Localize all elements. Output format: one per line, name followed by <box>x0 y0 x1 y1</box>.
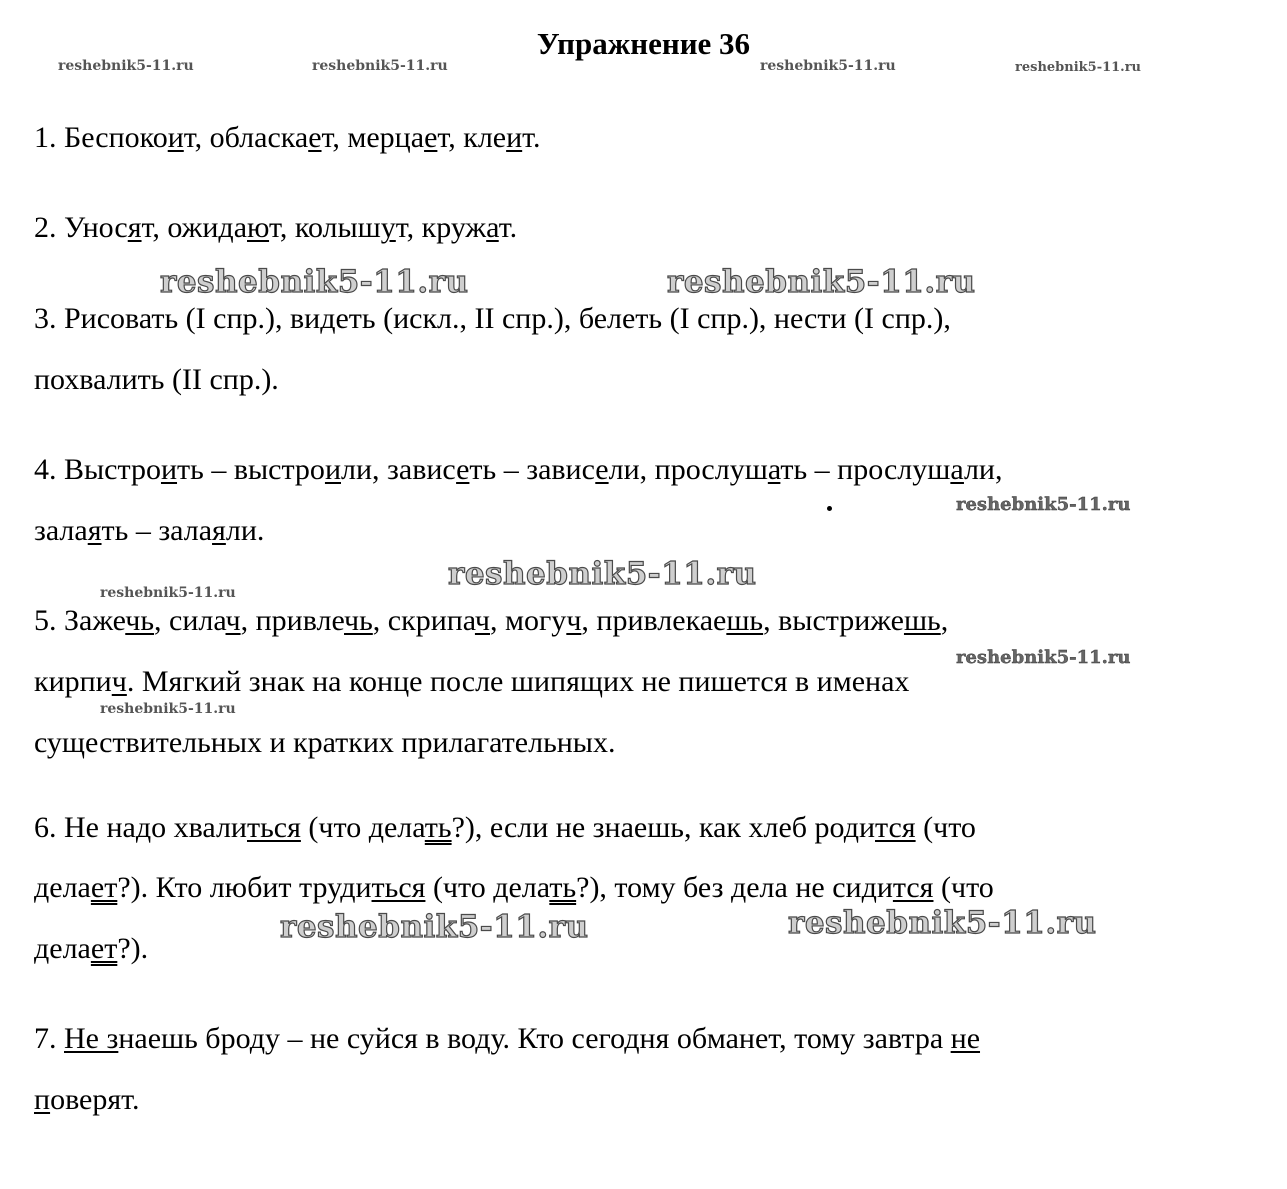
exercise-line-6a: 6. Не надо хвалиться (что делать?), если не знаешь, как хлеб родится (что <box>34 811 976 844</box>
exercise-line-2: 2. Уносят, ожидают, колышут, кружат. <box>34 211 518 244</box>
watermark: reshebnik5-11.ru <box>1015 60 1142 75</box>
watermark: reshebnik5-11.ru <box>100 585 236 601</box>
stray-dot <box>827 506 832 511</box>
exercise-line-5c: существительных и кратких прилагательных. <box>34 726 616 759</box>
watermark: reshebnik5-11.ru <box>58 58 194 74</box>
watermark: reshebnik5-11.ru <box>667 264 976 300</box>
exercise-line-7b: поверят. <box>34 1083 140 1116</box>
watermark: reshebnik5-11.ru <box>312 58 448 74</box>
exercise-line-4a: 4. Выстроить – выстроили, зависеть – зависели, прослушать – прослушали, <box>34 453 1003 486</box>
exercise-line-4b: залаять – залаяли. <box>34 514 265 547</box>
exercise-line-6b: делает?). Кто любит трудиться (что делать?), тому без дела не сидится (что <box>34 871 994 904</box>
exercise-line-5a: 5. Зажечь, силач, привлечь, скрипач, могуч, привлекаешь, выстрижешь, <box>34 604 949 637</box>
exercise-line-7a: 7. Не знаешь броду – не суйся в воду. Кто сегодня обманет, тому завтра не <box>34 1022 981 1055</box>
exercise-line-5b: кирпич. Мягкий знак на конце после шипящих не пишется в именах <box>34 665 910 698</box>
exercise-line-3a: 3. Рисовать (I спр.), видеть (искл., II спр.), белеть (I спр.), нести (I спр.), <box>34 302 951 335</box>
exercise-line-3b: похвалить (II спр.). <box>34 363 279 396</box>
watermark: reshebnik5-11.ru <box>100 701 236 717</box>
page-title: Упражнение 36 <box>536 26 751 61</box>
watermark: reshebnik5-11.ru <box>448 556 757 592</box>
exercise-line-6c: делает?). <box>34 932 149 965</box>
exercise-line-1: 1. Беспокоит, обласкает, мерцает, клеит. <box>34 121 541 154</box>
watermark: reshebnik5-11.ru <box>760 58 896 74</box>
watermark: reshebnik5-11.ru <box>956 647 1131 668</box>
watermark: reshebnik5-11.ru <box>788 905 1097 941</box>
watermark: reshebnik5-11.ru <box>956 494 1131 515</box>
watermark: reshebnik5-11.ru <box>160 264 469 300</box>
watermark: reshebnik5-11.ru <box>280 909 589 945</box>
